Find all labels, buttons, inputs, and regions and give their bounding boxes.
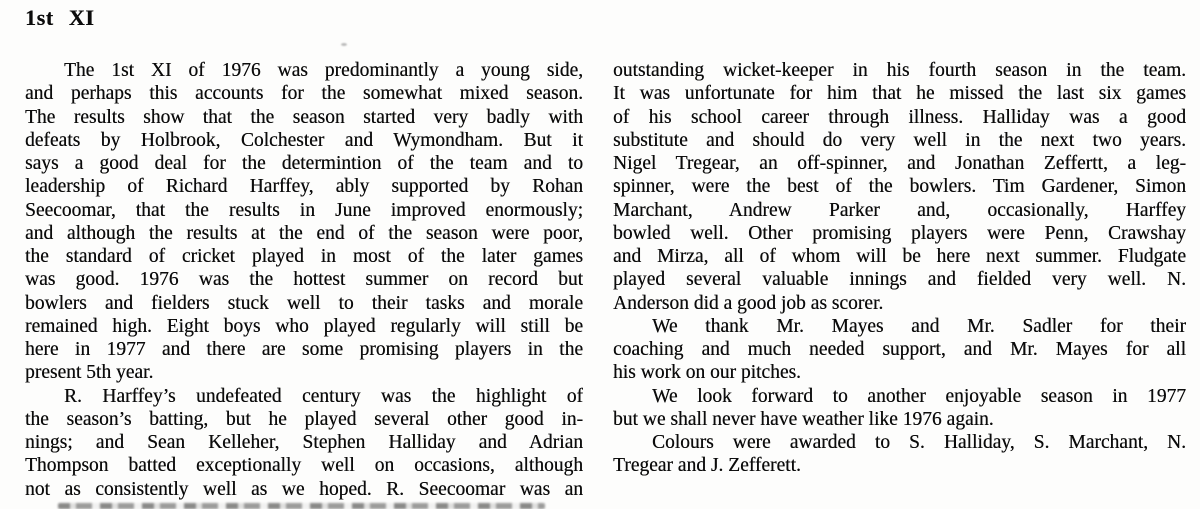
text-line: bowlers and fielders stuck well to their tasks and morale — [25, 292, 583, 314]
text-line: of his school career through illness. Halliday was a good — [613, 106, 1186, 128]
text-line: We look forward to another enjoyable season in 1977 — [652, 385, 1186, 407]
text-line: coaching and much needed support, and Mr. Mayes for all — [613, 339, 1186, 360]
scan-speck-artifact — [341, 43, 347, 46]
text-line: but we shall never have weather like 1976 again. — [613, 408, 994, 430]
text-line: the season’s batting, but he played several other good in- — [25, 408, 583, 430]
text-line: was good. 1976 was the hottest summer on record but — [25, 269, 583, 291]
text-line: Thompson batted exceptionally well on occasions, although — [25, 455, 583, 477]
text-line: Marchant, Andrew Parker and, occasionally, Harffey — [613, 199, 1186, 221]
text-line: his work on our pitches. — [613, 362, 801, 384]
text-line: played several valuable innings and fielded very well. N. — [613, 269, 1186, 291]
text-line: bowled well. Other promising players were Penn, Crawshay — [613, 222, 1186, 244]
text-line: spinner, were the best of the bowlers. Tim Gardener, Simon — [613, 176, 1186, 198]
text-line: outstanding wicket-keeper in his fourth season in the team. — [613, 60, 1186, 81]
page-title: 1st XI — [25, 5, 95, 30]
right-text-column — [613, 59, 1186, 478]
text-line: and Mirza, all of whom will be here next summer. Fludgate — [613, 246, 1186, 267]
text-line: not as consistently well as we hoped. R. Seecoomar was an — [25, 478, 583, 500]
text-line: substitute and should do very well in the next two years. — [613, 129, 1186, 151]
left-text-column — [25, 59, 583, 501]
text-line: Colours were awarded to S. Halliday, S. Marchant, N. — [652, 432, 1186, 453]
text-line: here in 1977 and there are some promising players in the — [25, 339, 583, 360]
text-line: R. Harffey’s undefeated century was the highlight of — [64, 385, 583, 407]
text-line: Anderson did a good job as scorer. — [613, 292, 884, 314]
text-line: and although the results at the end of the season were poor, — [25, 222, 583, 244]
text-line: the standard of cricket played in most of the later games — [25, 246, 583, 267]
text-line: Nigel Tregear, an off-spinner, and Jonathan Zeffertt, a leg- — [613, 153, 1186, 174]
text-line: nings; and Sean Kelleher, Stephen Halliday and Adrian — [25, 432, 583, 453]
text-line: defeats by Holbrook, Colchester and Wymondham. But it — [25, 129, 583, 151]
text-line: present 5th year. — [25, 362, 154, 384]
text-line: Seecoomar, that the results in June improved enormously; — [25, 199, 583, 221]
text-line: We thank Mr. Mayes and Mr. Sadler for their — [652, 315, 1186, 337]
text-line: It was unfortunate for him that he missed the last six games — [613, 83, 1186, 105]
text-line: Tregear and J. Zefferett. — [613, 455, 801, 477]
text-line: leadership of Richard Harffey, ably supported by Rohan — [25, 176, 583, 198]
text-line: says a good deal for the determintion of the team and to — [25, 153, 583, 174]
text-line: remained high. Eight boys who played regularly will still be — [25, 315, 583, 337]
text-line: The results show that the season started very badly with — [25, 106, 583, 128]
cutoff-text-line-artifact — [58, 503, 545, 509]
text-line: The 1st XI of 1976 was predominantly a young side, — [64, 60, 583, 81]
text-line: and perhaps this accounts for the somewhat mixed season. — [25, 83, 583, 105]
